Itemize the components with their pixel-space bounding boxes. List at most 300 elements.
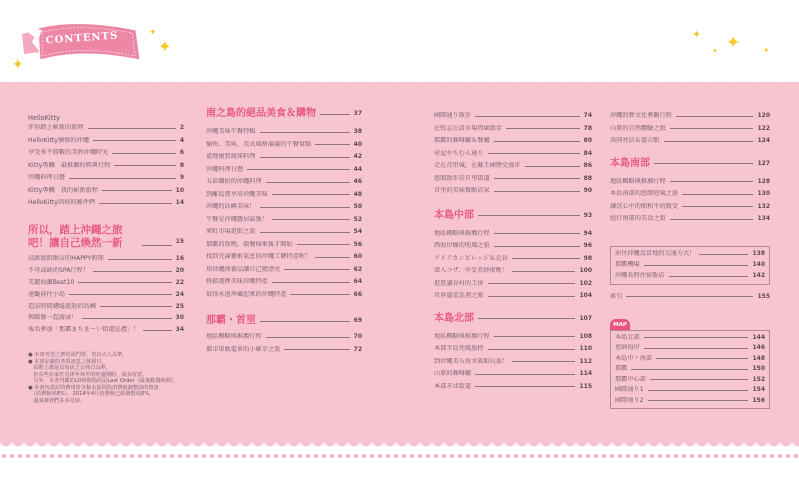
leader-line xyxy=(99,203,172,204)
leader-line xyxy=(112,153,175,154)
toc-title: 地區概略與推薦行程 xyxy=(434,332,490,340)
index-title: 索引 xyxy=(610,292,623,300)
page-number: 69 xyxy=(353,317,362,324)
toc-title: 前往沖繩及當地的交通方式！ xyxy=(615,250,696,257)
section-heading xyxy=(434,208,592,224)
page-number: 144 xyxy=(752,333,765,341)
toc-title: 高級渡假飯店的HAPPY假期 xyxy=(28,255,104,263)
section-title: 本島南部 xyxy=(610,157,650,169)
leader-line xyxy=(488,349,576,350)
page-number: 88 xyxy=(583,174,592,182)
toc-row xyxy=(434,265,592,278)
section-heading xyxy=(206,106,362,122)
toc-row xyxy=(28,277,184,289)
toc-title: アメリカンビレッジ＆北谷 xyxy=(434,254,508,262)
toc-row xyxy=(434,240,592,253)
toc-title: 走在首里城，在縣王國歷史漫步 xyxy=(434,162,521,170)
toc-row xyxy=(434,160,592,173)
leader-line xyxy=(260,132,350,133)
page-number: 38 xyxy=(353,128,362,136)
page-number: 90 xyxy=(583,187,592,195)
brand-label: HelloKitty xyxy=(28,114,60,122)
toc-title: 地區概略與推薦行程 xyxy=(610,177,666,185)
leader-line xyxy=(648,390,749,391)
toc-title: 絕行南部的美食之旅 xyxy=(610,215,666,223)
toc-title: 五彩繽紛的沖繩料理 xyxy=(206,178,262,186)
leader-line xyxy=(69,294,172,295)
toc-row xyxy=(434,356,592,369)
section-title: 那霸・首里 xyxy=(206,315,256,326)
toc-row xyxy=(615,385,765,396)
page-number: 50 xyxy=(353,203,362,211)
toc-title: 沖繩料理日曆 xyxy=(28,174,66,182)
section-title: 本島北部 xyxy=(434,312,474,324)
toc-row xyxy=(610,110,770,123)
toc-title: 讓沉心中的簡和平的緩受 xyxy=(610,202,679,210)
toc-title: 沖繩美味午餐特輯 xyxy=(206,128,256,136)
page-number: 148 xyxy=(752,354,765,362)
scallop-top-border xyxy=(0,74,799,88)
leader-line xyxy=(142,245,172,246)
leader-line xyxy=(247,169,350,170)
leader-line xyxy=(475,386,575,387)
leader-line xyxy=(699,254,748,255)
page-number: 60 xyxy=(353,253,362,261)
toc-title: 都市單軌電車的小確幸之旅 xyxy=(206,345,281,353)
toc-title: 本部そば街道 xyxy=(434,382,472,390)
toc-row xyxy=(610,135,770,148)
toc-row xyxy=(434,123,592,136)
page-number: 104 xyxy=(579,292,592,300)
toc-title: 在牧志公設市場周圍散步 xyxy=(434,124,503,132)
leader-line xyxy=(682,194,753,195)
leader-line xyxy=(272,219,350,220)
page-number: 122 xyxy=(757,124,770,132)
leader-line xyxy=(494,141,580,142)
page-number: 128 xyxy=(757,177,770,185)
leader-line xyxy=(670,219,754,220)
leader-line xyxy=(88,128,176,129)
page-number: 156 xyxy=(752,396,765,404)
leader-line xyxy=(656,358,748,359)
toc-title: 本島中・南部 xyxy=(615,354,653,362)
toc-title: 世界遺產巡迴之旅 xyxy=(434,292,484,300)
leader-line xyxy=(644,337,749,338)
page-number: 112 xyxy=(579,357,592,365)
toc-title: 沖繩的島嶼美味！ xyxy=(206,203,256,211)
toc-row xyxy=(615,364,765,375)
leader-line xyxy=(266,182,350,183)
leader-line xyxy=(682,206,753,207)
toc-title: HelloKitty憧憬的沖繩 xyxy=(28,136,89,144)
page-number: 72 xyxy=(353,345,362,353)
toc-row xyxy=(28,172,184,185)
page-number: 94 xyxy=(583,229,592,237)
note-line: 原則上都是以每店之公休日為準， xyxy=(28,365,112,372)
toc-row xyxy=(206,151,362,164)
star-icon: ✦ xyxy=(149,28,157,38)
toc-title: 本島南部的悠閒兜風之旅 xyxy=(610,190,679,198)
toc-row xyxy=(434,110,592,123)
leader-line xyxy=(488,153,580,154)
item-list xyxy=(434,110,592,198)
toc-title: 值得永遠珍藏起來的沖繩特產 xyxy=(206,290,287,298)
item-list xyxy=(206,126,362,301)
toc-row xyxy=(434,253,592,266)
page-number: 120 xyxy=(757,112,770,120)
leader-line xyxy=(506,128,580,129)
toc-title: 恩納海岸 xyxy=(615,344,640,352)
page-number: 25 xyxy=(175,302,184,310)
leader-line xyxy=(475,116,580,117)
note-line: ● 本書內表記的費用皆含稅金原則為消費稅調整前的資訊 xyxy=(28,384,159,391)
page-number: 146 xyxy=(752,344,765,352)
page-number: 114 xyxy=(579,370,592,378)
toc-title: 山原的咖啡廳 xyxy=(434,370,472,378)
page-number: 42 xyxy=(353,153,362,161)
toc-row xyxy=(610,123,770,136)
leader-line xyxy=(631,369,748,370)
page-number: 150 xyxy=(752,365,765,373)
leader-line xyxy=(82,318,172,319)
page-number: 48 xyxy=(353,190,362,198)
page-number: 44 xyxy=(353,165,362,173)
page-number: 96 xyxy=(583,242,592,250)
toc-title: 地區概略與推薦行程 xyxy=(434,229,490,237)
page-number: 16 xyxy=(175,255,184,263)
item-list xyxy=(434,331,592,394)
toc-row xyxy=(206,226,362,239)
page-number: 64 xyxy=(353,278,362,286)
toc-row xyxy=(206,276,362,289)
page-number: 107 xyxy=(579,314,592,322)
page-number: 86 xyxy=(583,162,592,170)
toc-row xyxy=(434,278,592,291)
access-box xyxy=(610,246,770,285)
toc-column-1 xyxy=(28,114,184,404)
leader-line xyxy=(488,296,576,297)
section-heading xyxy=(434,311,592,327)
toc-title: 那霸 xyxy=(615,365,628,373)
section-title: 本島中部 xyxy=(434,209,474,221)
page-number: 14 xyxy=(175,199,184,207)
page-number: 138 xyxy=(752,250,765,257)
note-line: 還請讀者們多多見諒。 xyxy=(28,397,86,404)
toc-row xyxy=(28,301,184,313)
toc-row xyxy=(206,239,362,252)
leader-line xyxy=(475,374,575,375)
leader-line xyxy=(93,271,172,272)
leader-line xyxy=(272,282,350,283)
leader-line xyxy=(297,244,350,245)
toc-row xyxy=(28,122,184,135)
page-number: 127 xyxy=(757,159,770,167)
page-number: 84 xyxy=(583,149,592,157)
leader-line xyxy=(108,259,172,260)
note-line: 但有些店家於有休年休年的旺盛期盼，請多留意。 xyxy=(28,371,148,378)
toc-row xyxy=(206,214,362,227)
note-line: ● 本書刊登之費用或門票，皆以大人為準。 xyxy=(28,352,128,359)
toc-row xyxy=(28,197,184,210)
leader-line xyxy=(102,190,172,191)
toc-title: 沖繩長時住宿飯店 xyxy=(615,272,665,279)
leader-line xyxy=(290,294,349,295)
toc-column-4 xyxy=(610,110,770,409)
page-number: 22 xyxy=(175,278,184,286)
star-icon: ✦ xyxy=(712,47,718,55)
scallop-bottom-border xyxy=(0,440,799,450)
toc-row xyxy=(434,331,592,344)
leader-line xyxy=(494,336,576,337)
toc-row xyxy=(206,189,362,202)
leader-line xyxy=(670,128,754,129)
leader-line xyxy=(315,144,349,145)
toc-title: 悠閒散步於首里街道 xyxy=(434,174,490,182)
page-number: 142 xyxy=(752,272,765,279)
toc-title: 首里的美味餐點店家 xyxy=(434,187,490,195)
page-number: 8 xyxy=(179,161,184,169)
toc-row xyxy=(615,375,765,386)
page-number: 46 xyxy=(353,178,362,186)
page-number: 37 xyxy=(353,110,362,117)
leader-line xyxy=(644,265,749,266)
page-number: 124 xyxy=(757,137,770,145)
toc-row xyxy=(434,290,592,303)
star-icon: ✦ xyxy=(692,28,702,41)
toc-title: 那霸機場 xyxy=(615,261,640,268)
section-title: 所以，踏上沖繩之旅吧！讓自己煥然一新 xyxy=(28,223,123,249)
toc-row xyxy=(206,344,362,357)
page-number: 98 xyxy=(583,254,592,262)
toc-title: 與鯨豚一起游泳！ xyxy=(28,314,78,322)
toc-title: 國際通り2 xyxy=(615,396,644,404)
leader-line xyxy=(78,282,171,283)
toc-row xyxy=(28,265,184,277)
leader-line xyxy=(626,296,753,297)
toc-row xyxy=(610,188,770,201)
toc-title: 國際通り散步 xyxy=(434,112,472,120)
leader-line xyxy=(670,181,754,182)
page-number: 54 xyxy=(353,228,362,236)
toc-row xyxy=(206,289,362,302)
page-number: 110 xyxy=(579,345,592,353)
leader-line xyxy=(69,178,176,179)
section-heading xyxy=(610,156,770,172)
leader-line xyxy=(284,269,349,270)
toc-row xyxy=(206,201,362,214)
toc-row xyxy=(615,354,765,365)
leader-line xyxy=(525,166,580,167)
toc-title: 遠觀前往小島 xyxy=(28,290,66,298)
toc-row xyxy=(206,126,362,139)
leader-line xyxy=(284,349,349,350)
toc-title: 那霸中心部 xyxy=(615,375,646,383)
page-number: 15 xyxy=(175,237,184,245)
toc-row xyxy=(434,185,592,198)
leader-line xyxy=(143,330,171,331)
toc-title: 逛逛讀谷村的工房 xyxy=(434,279,484,287)
page-number: 34 xyxy=(175,326,184,334)
page-number: 2 xyxy=(179,124,184,132)
toc-row xyxy=(28,254,184,266)
toc-title: 共同亮店＆道の駅 xyxy=(610,137,660,145)
leader-line xyxy=(669,276,749,277)
toc-title: 美麗海灘Best10 xyxy=(28,278,75,286)
toc-row xyxy=(615,260,765,271)
note-line: （消費稅率8%）。2014年4月消費稅已經調整成8%， xyxy=(28,391,155,398)
page-number: 130 xyxy=(757,190,770,198)
toc-title: 到離島賞享用沖繩美味 xyxy=(206,190,268,198)
page-number: 9 xyxy=(179,174,184,182)
leader-line xyxy=(494,178,580,179)
leader-line xyxy=(478,318,575,319)
leader-line xyxy=(315,257,349,258)
leader-line xyxy=(512,258,580,259)
toc-title: 道地優質琉球料理 xyxy=(206,153,256,161)
page-number: 102 xyxy=(579,279,592,287)
leader-line xyxy=(494,233,580,234)
toc-title: 壺屋やちむん通り xyxy=(434,149,484,157)
note-line: ● 本書記載的各項訊息之休假日， xyxy=(28,358,107,365)
toc-title: 那霸的夜晚，散餐綺來後才開始 xyxy=(206,240,293,248)
page-number: 74 xyxy=(583,112,592,120)
intro-list xyxy=(28,122,184,210)
toc-title: 享受多不勝數的美妙沖繩時光 xyxy=(28,149,109,157)
toc-row xyxy=(615,249,765,260)
page-number: 80 xyxy=(583,137,592,145)
toc-row xyxy=(28,135,184,148)
notes xyxy=(28,352,184,404)
leader-line xyxy=(93,140,176,141)
page-number: 134 xyxy=(757,215,770,223)
dot-border xyxy=(0,452,799,460)
leader-line xyxy=(512,271,576,272)
page-number: 24 xyxy=(175,290,184,298)
page-number: 62 xyxy=(353,265,362,273)
toc-title: 沖繩料理日曆 xyxy=(206,165,244,173)
toc-title: 不可或缺的SPA行程！ xyxy=(28,267,89,275)
page-number: 140 xyxy=(752,261,765,268)
toc-title: 輕鬆選擇美味沖繩特產 xyxy=(206,278,268,286)
toc-title: 沖繩的歷文化參觀行程 xyxy=(610,112,672,120)
toc-title: 找到充滿藝術氣息的沖繩工藝特產喔！ xyxy=(206,253,312,261)
leader-line xyxy=(320,114,350,115)
toc-row xyxy=(434,173,592,186)
star-icon: ✦ xyxy=(158,37,172,56)
contents-banner-icon xyxy=(18,20,143,70)
item-list xyxy=(28,254,184,337)
toc-title: 本部半島兜風旅程 xyxy=(434,345,484,353)
star-icon: ✦ xyxy=(726,33,741,53)
toc-row xyxy=(434,381,592,394)
toc-row xyxy=(28,289,184,301)
toc-row xyxy=(434,343,592,356)
section-heading xyxy=(28,224,184,250)
leader-line xyxy=(478,215,580,216)
toc-row xyxy=(206,176,362,189)
toc-row xyxy=(28,147,184,160)
leader-line xyxy=(644,348,749,349)
toc-title: 午餐是沖繩舊居最強！ xyxy=(206,215,268,223)
toc-row xyxy=(206,264,362,277)
toc-row xyxy=(206,139,362,152)
leader-line xyxy=(664,141,754,142)
item-list xyxy=(434,228,592,303)
page-number: 100 xyxy=(579,267,592,275)
section-title: 南之島的絕品美食＆購物 xyxy=(206,108,316,119)
page-number: 66 xyxy=(353,290,362,298)
page-number: 70 xyxy=(353,333,362,341)
star-icon: ✦ xyxy=(12,57,24,73)
toc-row xyxy=(434,228,592,241)
item-list xyxy=(206,331,362,356)
toc-title: 山原的自然體驗之旅 xyxy=(610,124,666,132)
page-number: 115 xyxy=(579,382,592,390)
leader-line xyxy=(648,400,749,401)
leader-line xyxy=(260,157,350,158)
toc-column-3 xyxy=(434,110,592,393)
page-number: 52 xyxy=(353,215,362,223)
map-section xyxy=(610,319,770,410)
page-number: 40 xyxy=(353,140,362,148)
page-number: 30 xyxy=(175,314,184,322)
leader-line xyxy=(676,116,754,117)
page-number: 93 xyxy=(583,211,592,219)
toc-row xyxy=(610,201,770,214)
toc-title: 地區概略與推薦行程 xyxy=(206,333,262,341)
toc-title: 本島北部 xyxy=(615,333,640,341)
banner-title: CONTENTS xyxy=(45,30,119,47)
page-number: 78 xyxy=(583,124,592,132)
leader-line xyxy=(650,379,749,380)
page-number: 56 xyxy=(353,240,362,248)
toc-title: 到沖繩美ら海水族館玩耍！ xyxy=(434,357,509,365)
toc-title: 愉快、美味，美式風格滿滿的午餐實點 xyxy=(206,140,312,148)
leader-line xyxy=(100,306,172,307)
toc-title: 深入コザ，享受美妙夜晚！ xyxy=(434,267,508,275)
toc-row xyxy=(610,176,770,189)
page-number: 132 xyxy=(757,202,770,210)
toc-row xyxy=(434,135,592,148)
leader-line xyxy=(260,232,350,233)
map-box xyxy=(610,330,770,410)
toc-row xyxy=(615,271,765,282)
leader-line xyxy=(654,163,753,164)
toc-row xyxy=(206,164,362,177)
leader-line xyxy=(494,246,580,247)
item-list xyxy=(610,110,770,148)
toc-row xyxy=(615,396,765,407)
page-number: 10 xyxy=(175,186,184,194)
toc-row xyxy=(434,368,592,381)
toc-title: 造訪時間繾綣流逝的島嶼 xyxy=(28,302,97,310)
toc-row xyxy=(615,333,765,344)
page-number: 154 xyxy=(752,386,765,394)
page-number: 155 xyxy=(757,292,770,300)
map-badge: MAP xyxy=(610,319,630,330)
star-icon: ✦ xyxy=(763,46,770,55)
leader-line xyxy=(266,337,350,338)
toc-title: 西海岸線的兜風之旅 xyxy=(434,242,490,250)
page-number: 4 xyxy=(179,136,184,144)
section-heading xyxy=(206,313,362,329)
toc-title: 來町市場逛街之旅 xyxy=(206,228,256,236)
leader-line xyxy=(114,165,175,166)
page-number: 152 xyxy=(752,375,765,383)
toc-row xyxy=(434,148,592,161)
page-number: 108 xyxy=(579,332,592,340)
toc-title: 那霸的咖啡廳＆餐廳 xyxy=(434,137,490,145)
